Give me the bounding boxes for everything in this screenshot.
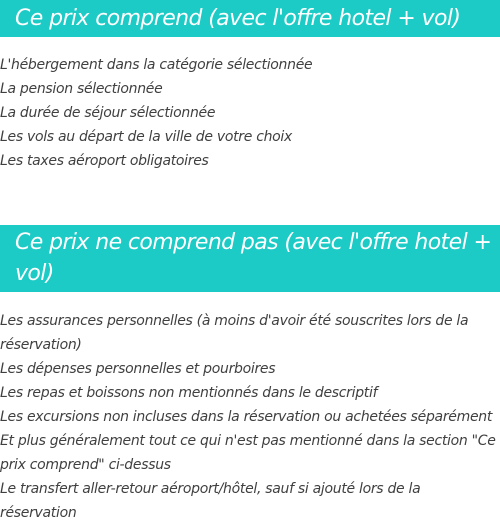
excluded-item: Et plus généralement tout ce qui n'est pas mentionné dans la section "Ce prix comprend" ci-dessus: [0, 433, 496, 473]
excluded-item: Les excursions non incluses dans la réservation ou achetées séparément: [0, 409, 493, 425]
excluded-list: [0, 309, 496, 525]
excluded-item: Les dépenses personnelles et pourboires: [0, 361, 276, 377]
excluded-section-title: Ce prix ne comprend pas (avec l'offre hotel + vol): [0, 225, 500, 292]
excluded-item: Le transfert aller-retour aéroport/hôtel, sauf si ajouté lors de la réservation: [0, 481, 421, 521]
included-item: Les vols au départ de la ville de votre choix: [0, 129, 293, 145]
included-item: La durée de séjour sélectionnée: [0, 105, 216, 121]
excluded-item: Les assurances personnelles (à moins d'avoir été souscrites lors de la réservation): [0, 313, 469, 353]
excluded-item: Les repas et boissons non mentionnés dans le descriptif: [0, 385, 378, 401]
included-list: [0, 53, 496, 173]
included-section-title: Ce prix comprend (avec l'offre hotel + vol): [0, 0, 500, 37]
included-item: L'hébergement dans la catégorie sélectionnée: [0, 57, 313, 73]
included-item: La pension sélectionnée: [0, 81, 163, 97]
included-item: Les taxes aéroport obligatoires: [0, 153, 209, 169]
